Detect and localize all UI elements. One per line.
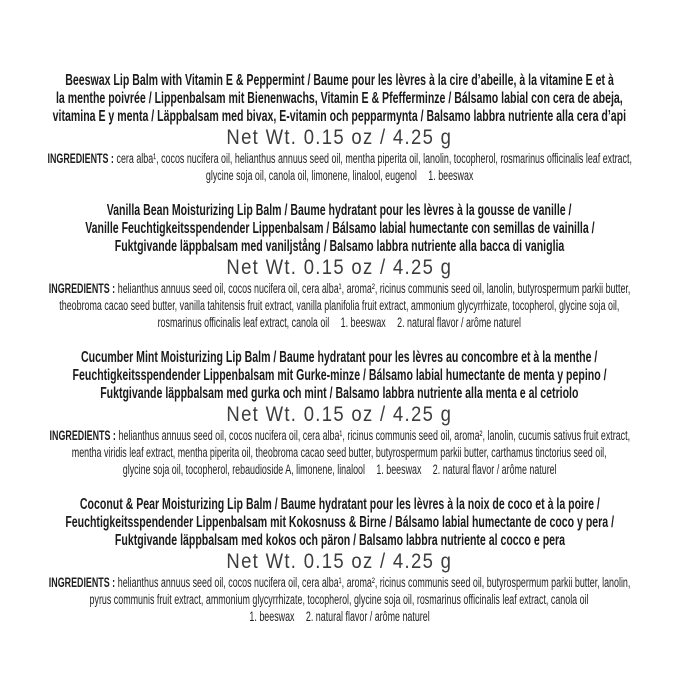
- product-title-line: Fuktgivande läppbalsam med gurka och mint / Balsamo labbra nutriente alla menta e al cetriolo: [100, 385, 579, 402]
- ingredients-line: glycine soja oil, canola oil, limonene, linalool, eugenol 1. beeswax: [205, 168, 474, 183]
- ingredients-line: [49, 280, 631, 297]
- ingredients-line: mentha viridis leaf extract, mentha piperita oil, theobroma cacao seed butter, butyrospermum parkii butter, carthamus tinctorius seed oil,: [72, 445, 607, 460]
- product-title-line: Vanille Feuchtigkeitsspendender Lippenbalsam / Bálsamo labial humectante con semillas de vainilla /: [84, 220, 595, 237]
- product-title-line: Coconut & Pear Moisturizing Lip Balm / Baume hydratant pour les lèvres à la noix de coco et à la poire /: [79, 496, 600, 513]
- ingredients-line: glycine soja oil, tocopherol, rebaudioside A, limonene, linalool 1. beeswax 2. natural flavor / arôme naturel: [122, 462, 557, 477]
- net-weight-text: Net Wt. 0.15 oz / 4.25 g: [226, 550, 453, 573]
- ingredients-text: helianthus annuus seed oil, cocos nucifera oil, cera alba¹, aroma², ricinus communis seed oil, butyrospermum parkii butter, lanolin,: [117, 575, 631, 590]
- ingredients-line: theobroma cacao seed butter, vanilla tahitensis fruit extract, vanilla planifolia fruit extract, ammonium glycyrrhizate, tocopherol, glycine soja oil,: [59, 298, 620, 313]
- product-section-coconut-pear: [0, 496, 679, 625]
- ingredients-line: [49, 574, 631, 591]
- product-title-line: la menthe poivrée / Lippenbalsam mit Bienenwachs, Vitamin E & Pfefferminze / Bálsamo labial con cera de abeja,: [56, 90, 623, 107]
- ingredients-text: helianthus annuus seed oil, cocos nucifera oil, cera alba¹, aroma², ricinus communis seed oil, lanolin, butyrospermum parkii butter,: [117, 281, 631, 296]
- ingredients-line: 1. beeswax 2. natural flavor / arôme naturel: [249, 609, 430, 624]
- net-weight-text: Net Wt. 0.15 oz / 4.25 g: [226, 126, 453, 149]
- product-title-line: Vanilla Bean Moisturizing Lip Balm / Baume hydratant pour les lèvres à la gousse de vanille /: [107, 202, 572, 219]
- product-title-line: Feuchtigkeitsspendender Lippenbalsam mit Gurke-minze / Bálsamo labial humectante de menta y pepino /: [72, 367, 607, 384]
- ingredients-line: [47, 150, 631, 167]
- net-weight-text: Net Wt. 0.15 oz / 4.25 g: [226, 403, 453, 426]
- product-title-line: Fuktgivande läppbalsam med kokos och päron / Balsamo labbra nutriente al cocco e pera: [114, 532, 565, 549]
- product-section-vanilla-bean: [0, 202, 679, 331]
- ingredients-heading: INGREDIENTS :: [48, 575, 116, 590]
- product-title-line: Beeswax Lip Balm with Vitamin E & Peppermint / Baume pour les lèvres à la cire d’abeille, à la vitamine E et à: [65, 72, 614, 89]
- product-title-line: Feuchtigkeitsspendender Lippenbalsam mit Kokosnuss & Birne / Bálsamo labial humectante de coco y pera /: [65, 514, 614, 531]
- ingredients-line: rosmarinus officinalis leaf extract, canola oil 1. beeswax 2. natural flavor / arôme naturel: [157, 315, 522, 330]
- ingredients-text: helianthus annuus seed oil, cocos nucifera oil, cera alba¹, ricinus communis seed oil, aroma², lanolin, cucumis sativus fruit extract,: [118, 428, 630, 443]
- ingredients-text: cera alba¹, cocos nucifera oil, helianthus annuus seed oil, mentha piperita oil, lanolin, tocopherol, rosmarinus officinalis leaf extract,: [116, 151, 632, 166]
- ingredients-heading: INGREDIENTS :: [49, 428, 116, 443]
- ingredients-heading: INGREDIENTS :: [48, 281, 116, 296]
- product-title-line: vitamina E y menta / Läppbalsam med bivax, E-vitamin och pepparmynta / Balsamo labbra nutriente alla cera d’api: [52, 108, 627, 125]
- product-title-line: Cucumber Mint Moisturizing Lip Balm / Baume hydratant pour les lèvres au concombre et à la menthe /: [81, 349, 598, 366]
- product-section-beeswax-peppermint: [0, 72, 679, 184]
- net-weight-text: Net Wt. 0.15 oz / 4.25 g: [226, 256, 453, 279]
- ingredients-line: [49, 427, 630, 444]
- product-title-line: Fuktgivande läppbalsam med vaniljstång / Balsamo labbra nutriente alla bacca di vaniglia: [114, 238, 565, 255]
- ingredients-line: pyrus communis fruit extract, ammonium glycyrrhizate, tocopherol, glycine soja oil, rosmarinus officinalis leaf extract, canola oil: [89, 592, 590, 607]
- product-section-cucumber-mint: [0, 349, 679, 478]
- ingredients-heading: INGREDIENTS :: [47, 151, 114, 166]
